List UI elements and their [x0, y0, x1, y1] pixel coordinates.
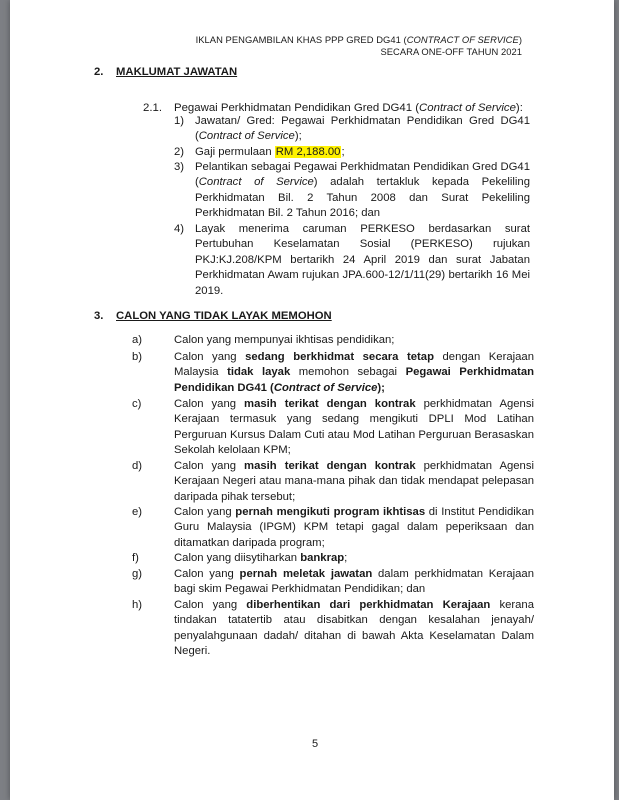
header-line-2: SECARA ONE-OFF TAHUN 2021: [380, 46, 522, 57]
page-header: [196, 34, 522, 58]
subsection-2-1: 2.1. Pegawai Perkhidmatan Pendidikan Gred DG41 (Contract of Service):: [143, 102, 523, 114]
header-line-1: IKLAN PENGAMBILAN KHAS PPP GRED DG41 (CONTRACT OF SERVICE): [195, 34, 522, 45]
section-3-heading: 3. CALON YANG TIDAK LAYAK MEMOHON: [94, 310, 332, 322]
section-2-heading: 2. MAKLUMAT JAWATAN: [94, 66, 238, 78]
document-page: IKLAN PENGAMBILAN KHAS PPP GRED DG41 (CONTRACT OF SERVICE) SECARA ONE-OFF TAHUN 2021 2. MAKLUMAT JAWATAN 2.1. Pegawai Perkhidmatan Pendidikan Gred DG41 (Contract of Service): 1) Jawatan/ Gred: Pegawai Perkhidmatan Pendidikan Gred DG41 (Contract of Service); 2) Gaji permulaan RM 2,188.00; 3) Pelantikan sebagai Pegawai Perkhidmatan Pendidikan Gred DG41 (Contract of Service) adalah tertakluk kepada Pekeliling Perkhidmatan Bil. 2 Tahun 2008 dan Surat Pekeliling Perkhidmatan Bil. 2 Tahun 2016; dan 4) Layak menerima caruman PERKESO berdasarkan surat Pertubuhan Keselamatan Sosial (PERKESO) rujukan PKJ:KJ.208/KPM bertarikh 24 April 2019 dan surat Jabatan Perkhidmatan Awam rujukan JPA.600-12/1/11(29) bertarikh 16 Mei 2019. 3. CALON YANG TIDAK LAYAK MEMOHON a) Calon yang mempunyai ikhtisas pendidikan; b) Calon yang sedang berkhidmat secara tetap dengan Kerajaan Malaysia tidak layak memohon sebagai Pegawai Perkhidmatan Pendidikan DG41 (Contract of Service); c) Calon yang masih terikat dengan kontrak perkhidmatan Agensi Kerajaan termasuk yang sedang mengikuti DPLI Mod Latihan Perguruan Kursus Dalam Cuti atau Mod Latihan Perguruan Berasaskan Sekolah kelolaan KPM; d) Calon yang masih terikat dengan kontrak perkhidmatan Agensi Kerajaan Negeri atau mana-mana pihak dan tidak mendapat pelepasan daripada pihak tersebut; e) Calon yang pernah mengikuti program ikhtisas di Institut Pendidikan Guru Malaysia (IPGM) KPM tetapi gagal dalam peperiksaan dan ditamatkan daripada program; f) Calon yang diisytiharkan bankrap; g) Calon yang pernah meletak jawatan dalam perkhidmatan Kerajaan bagi skim Pegawai Perkhidmatan Pendidikan; dan h) Calon yang diberhentikan dari perkhidmatan Kerajaan kerana tindakan tatatertib atau disabitkan dengan kesalahan jenayah/ penyalahgunaan dadah/ ditahan di bawah Akta Keselamatan Dalam Negeri. 5: [10, 0, 614, 800]
highlighted-salary: RM 2,188.00: [275, 146, 341, 158]
page-number: 5: [312, 738, 319, 750]
